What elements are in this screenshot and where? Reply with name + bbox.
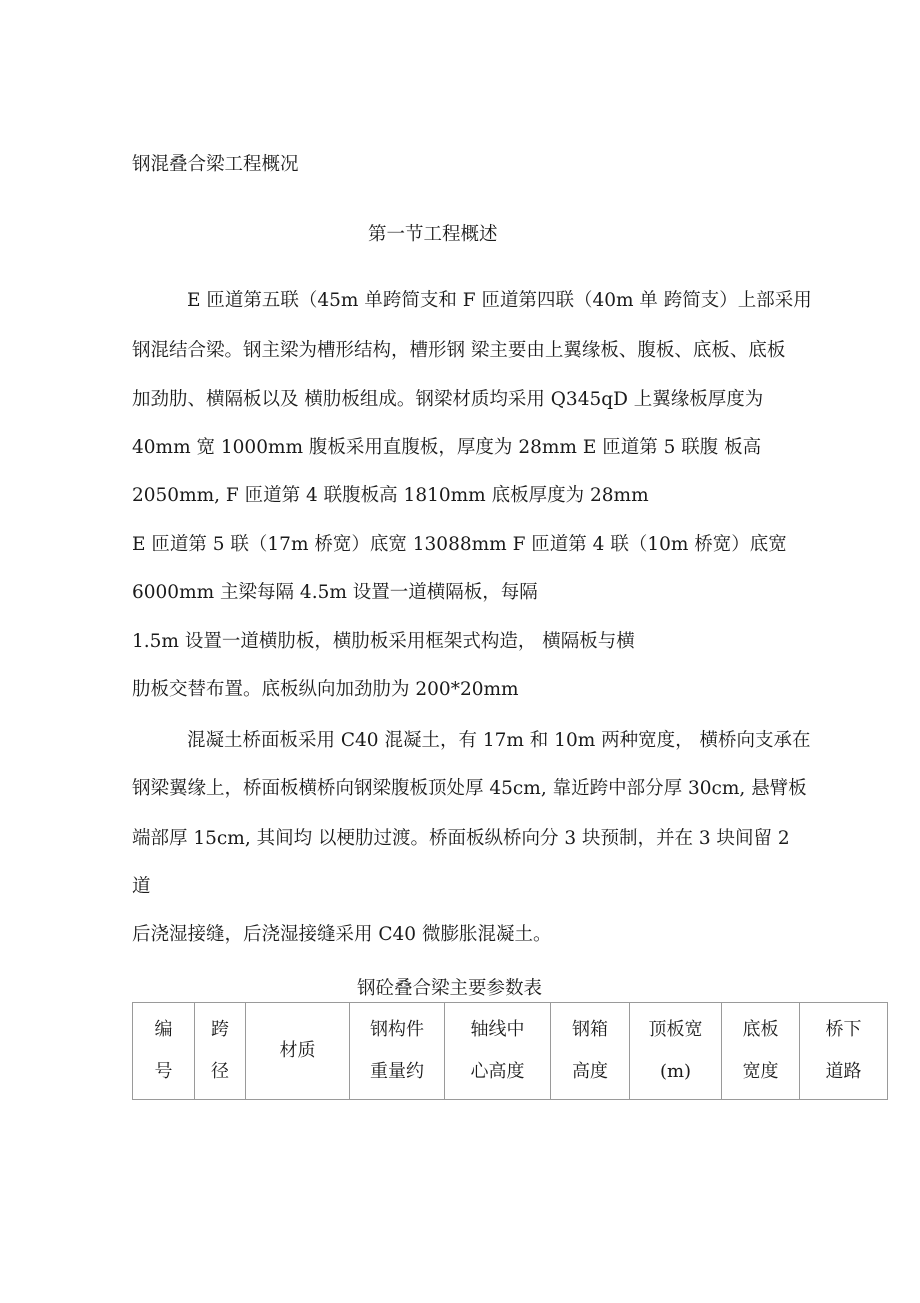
header-cell-material (246, 1003, 350, 1100)
paragraph1-line: E 匝道第五联（45m 单跨简支和 F 匝道第四联（40m 单 跨简支）上部采用 (187, 290, 812, 311)
table-header-row (133, 1003, 888, 1100)
header-text: 径 (211, 1061, 229, 1082)
header-cell-bottom-width (722, 1003, 800, 1100)
header-cell-box-height (551, 1003, 630, 1100)
header-text: 道路 (825, 1061, 862, 1082)
header-text: 号 (154, 1061, 173, 1082)
header-text: 顶板宽 (648, 1019, 703, 1040)
document-title: 钢混叠合梁工程概况 (132, 154, 299, 175)
header-text: 跨 (211, 1019, 229, 1040)
header-cell-span (195, 1003, 246, 1100)
parameter-table (132, 1002, 888, 1100)
header-text: 重量约 (370, 1061, 424, 1082)
header-text: 钢箱 (572, 1019, 608, 1040)
header-text: 宽度 (742, 1061, 779, 1082)
paragraph1-line: 钢混结合梁。钢主梁为槽形结构，槽形钢 梁主要由上翼缘板、腹板、底板、底板 (132, 340, 786, 361)
header-cell-number (133, 1003, 195, 1100)
table-title: 钢砼叠合梁主要参数表 (357, 978, 543, 999)
paragraph1-line: 6000mm 主梁每隔 4.5m 设置一道横隔板，每隔 (132, 582, 538, 603)
paragraph1-line: E 匝道第 5 联（17m 桥宽）底宽 13088mm F 匝道第 4 联（10m 桥宽）底宽 (132, 534, 787, 555)
header-text: 编 (154, 1019, 173, 1040)
header-text: 材质 (279, 1040, 316, 1061)
header-text: 心高度 (470, 1061, 525, 1082)
paragraph2-line: 道 (132, 876, 151, 897)
paragraph1-line: 2050mm, F 匝道第 4 联腹板高 1810mm 底板厚度为 28mm (132, 485, 649, 506)
paragraph2-line: 钢梁翼缘上，桥面板横桥向钢梁腹板顶处厚 45cm, 靠近跨中部分厚 30cm, 悬臂板 (132, 778, 807, 799)
paragraph1-line: 加劲肋、横隔板以及 横肋板组成。钢梁材质均采用 Q345qD 上翼缘板厚度为 (132, 389, 764, 410)
header-text: 桥下 (825, 1019, 862, 1040)
header-text: (m) (659, 1061, 692, 1082)
paragraph1-line: 1.5m 设置一道横肋板，横肋板采用框架式构造， 横隔板与横 (132, 631, 635, 652)
header-cell-road-under (800, 1003, 888, 1100)
header-text: 钢构件 (370, 1019, 424, 1040)
header-text: 轴线中 (470, 1019, 525, 1040)
section-title: 第一节工程概述 (368, 224, 498, 245)
header-cell-steel-weight (350, 1003, 445, 1100)
header-text: 底板 (742, 1019, 779, 1040)
paragraph2-line: 端部厚 15cm, 其间均 以梗肋过渡。桥面板纵桥向分 3 块预制，并在 3 块间留 2 (132, 828, 790, 849)
paragraph2-line: 后浇湿接缝，后浇湿接缝采用 C40 微膨胀混凝土。 (132, 924, 552, 945)
paragraph1-line: 肋板交替布置。底板纵向加劲肋为 200*20mm (132, 679, 519, 700)
paragraph1-line: 40mm 宽 1000mm 腹板采用直腹板，厚度为 28mm E 匝道第 5 联腹 板高 (132, 437, 762, 458)
header-text: 高度 (572, 1061, 608, 1082)
paragraph2-line: 混凝土桥面板采用 C40 混凝土，有 17m 和 10m 两种宽度， 横桥向支承在 (187, 730, 811, 751)
header-cell-top-width (630, 1003, 722, 1100)
header-cell-axis-height (445, 1003, 551, 1100)
